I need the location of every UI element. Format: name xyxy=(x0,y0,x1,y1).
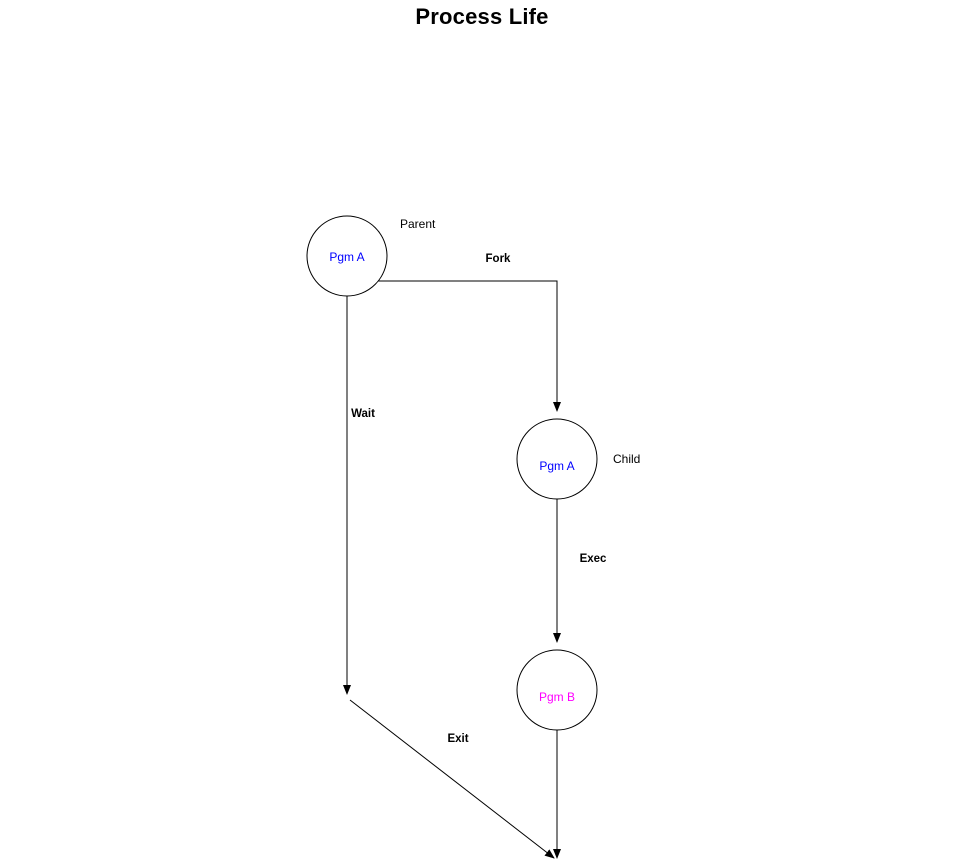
edge-label-wait: Wait xyxy=(351,408,375,420)
edge-label-exit: Exit xyxy=(447,733,469,745)
node-child-pgm-a-label: Pgm A xyxy=(539,459,575,473)
node-child-pgm-b-label: Pgm B xyxy=(538,690,576,704)
label-child: Child xyxy=(613,452,641,466)
edge-label-fork: Fork xyxy=(485,253,511,265)
edge-fork xyxy=(347,281,557,411)
page-title: Process Life xyxy=(415,4,549,29)
edge-exit xyxy=(350,700,554,858)
label-parent: Parent xyxy=(400,217,436,231)
edge-label-exec: Exec xyxy=(579,553,607,565)
node-parent-pgm-a-label: Pgm A xyxy=(329,250,365,264)
